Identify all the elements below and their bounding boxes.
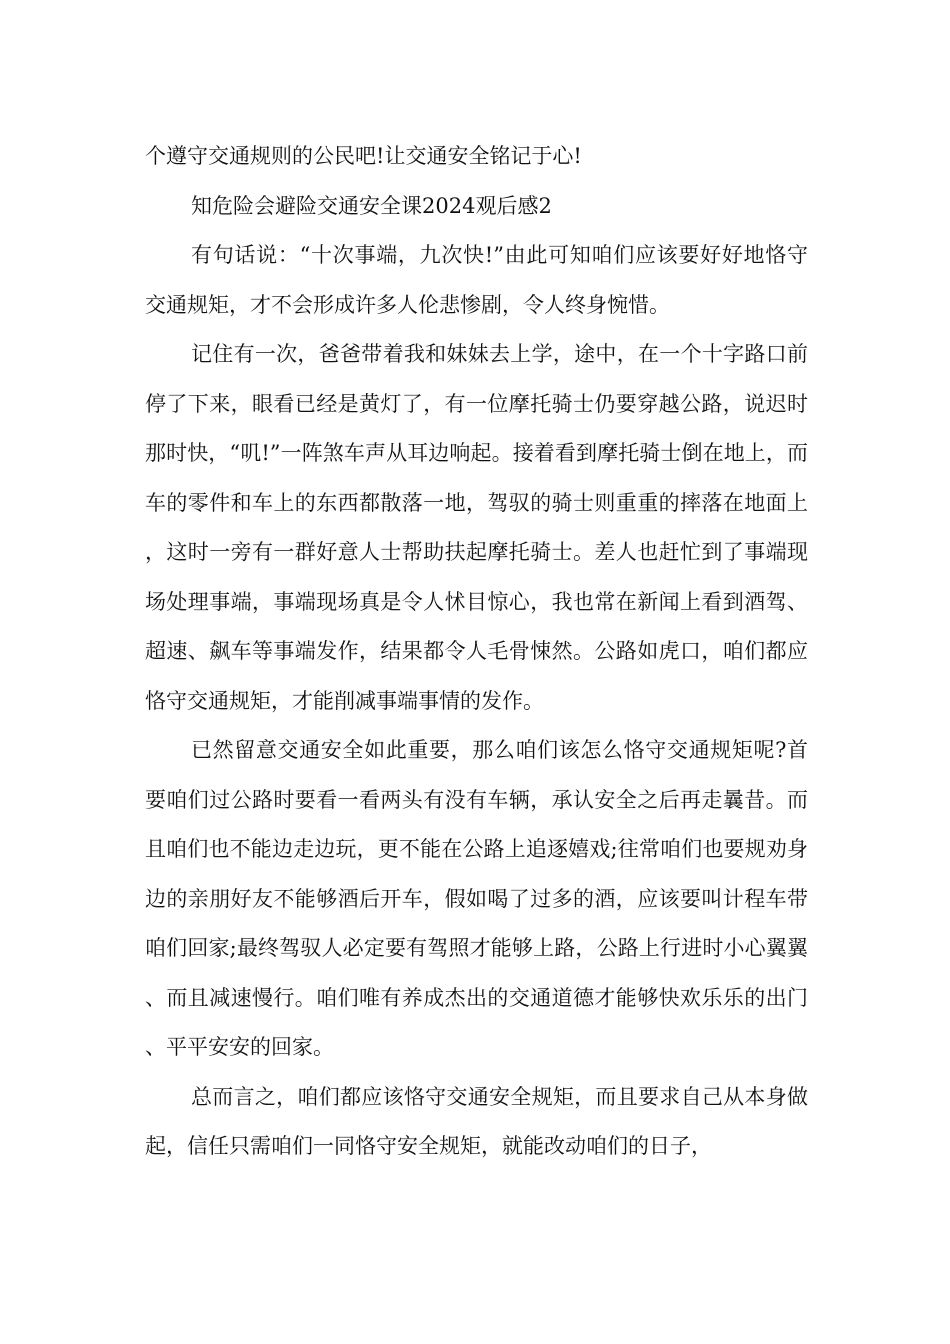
paragraph-conclusion: 总而言之，咱们都应该恪守交通安全规矩，而且要求自己从本身做起，信任只需咱们一同恪守安全规矩，就能改动咱们的日子， <box>145 1084 808 1158</box>
paragraph-advice: 已然留意交通安全如此重要，那么咱们该怎么恪守交通规矩呢?首要咱们过公路时要看一看两头有没有车辆，承认安全之后再走曩昔。而且咱们也不能边走边玩，更不能在公路上追逐嬉戏;往常咱们也要规劝身边的亲朋好友不能够酒后开车，假如喝了过多的酒，应该要叫计程车带咱们回家;最终驾驭人必定要有驾照才能够上路，公路上行进时小心翼翼、而且减速慢行。咱们唯有养成杰出的交通道德才能够快欢乐乐的出门、平平安安的回家。 <box>145 738 808 1059</box>
section-title: 知危险会避险交通安全课2024观后感2 <box>191 193 552 218</box>
paragraph-continuation: 个遵守交通规则的公民吧!让交通安全铭记于心! <box>145 144 582 168</box>
document-body <box>145 132 808 1172</box>
paragraph-intro: 有句话说：“十次事端，九次快!”由此可知咱们应该要好好地恪守交通规矩，才不会形成许多人伦悲惨剧，令人终身惋惜。 <box>145 243 808 317</box>
paragraph-story: 记住有一次，爸爸带着我和妹妹去上学，途中，在一个十字路口前停了下来，眼看已经是黄灯了，有一位摩托骑士仍要穿越公路，说迟时那时快，“叽!”一阵煞车声从耳边响起。接着看到摩托骑士倒在地上，而车的零件和车上的东西都散落一地，驾驭的骑士则重重的摔落在地面上，这时一旁有一群好意人士帮助扶起摩托骑士。差人也赶忙到了事端现场处理事端，事端现场真是令人怵目惊心，我也常在新闻上看到酒驾、超速、飙车等事端发作，结果都令人毛骨悚然。公路如虎口，咱们都应恪守交通规矩，才能削减事端事情的发作。 <box>145 342 808 713</box>
